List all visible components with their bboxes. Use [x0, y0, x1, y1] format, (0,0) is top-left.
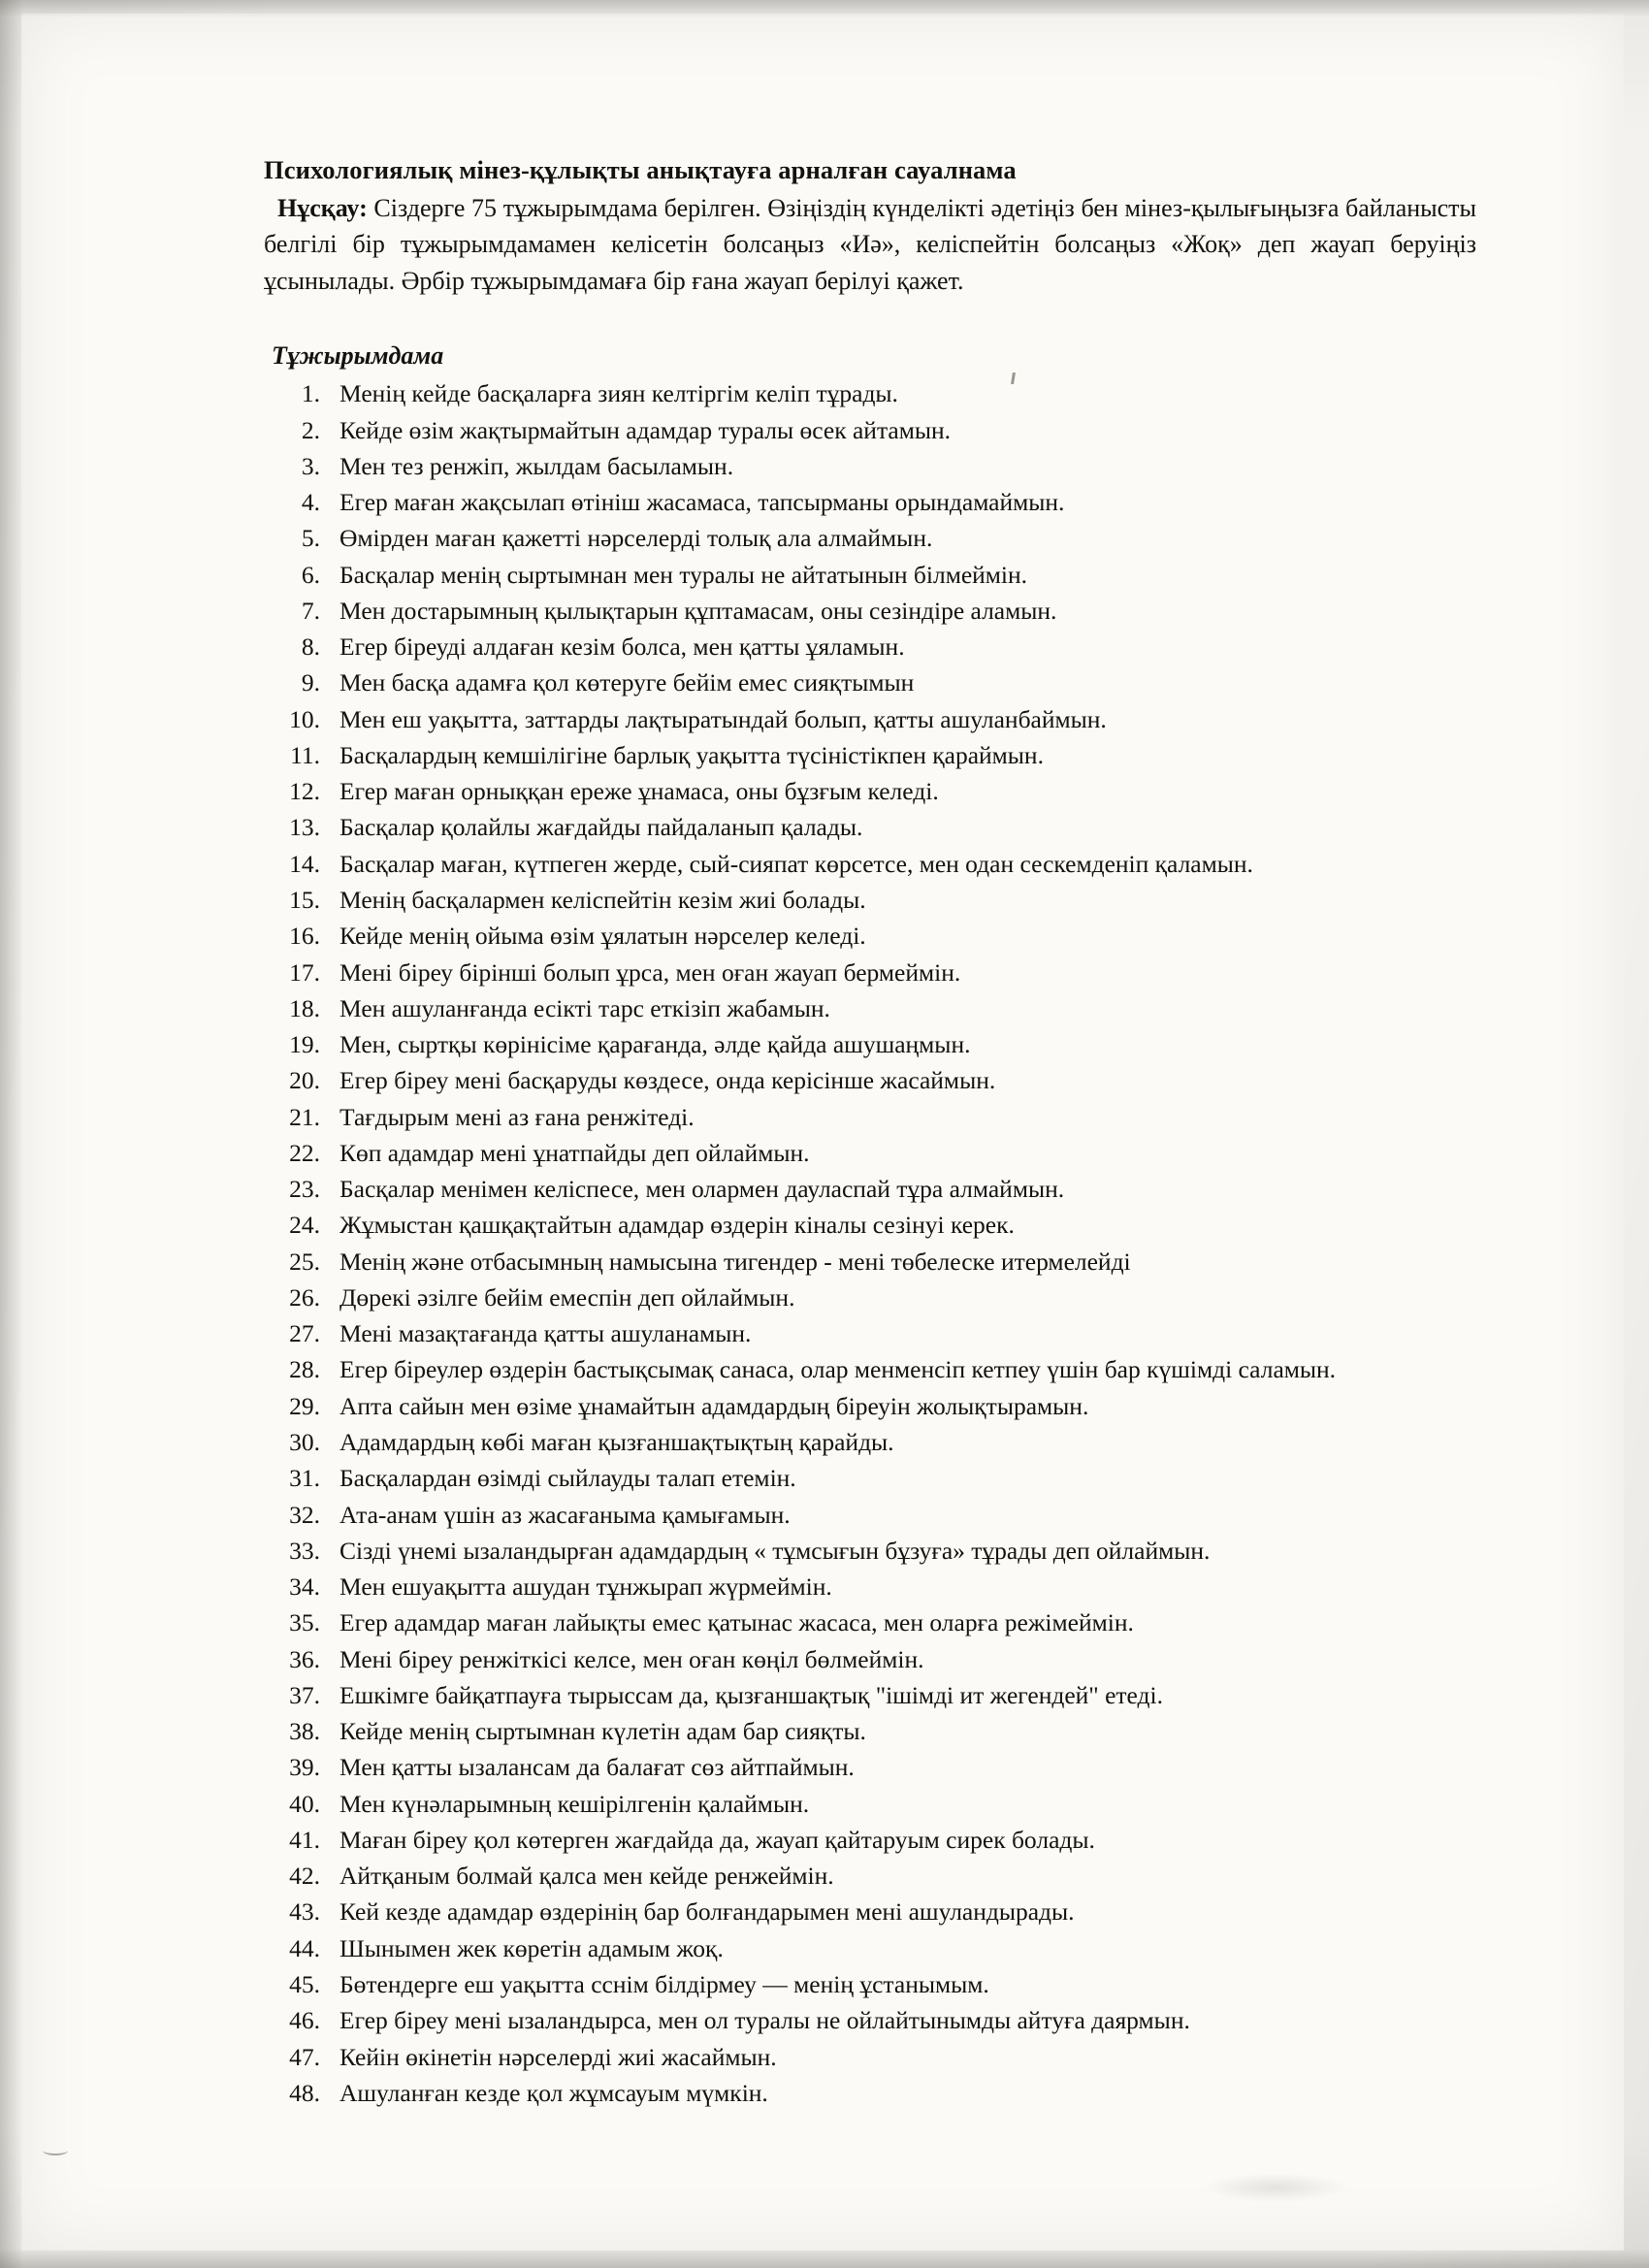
item-text: Менің басқалармен келіспейтін кезім жиі болады. [340, 886, 866, 914]
item-number: 36. [289, 1644, 320, 1673]
list-item [264, 1425, 1476, 1460]
item-text: Мені біреу ренжіткісі келсе, мен оған көңіл бөлмеймін. [340, 1644, 924, 1673]
item-number: 10. [289, 704, 320, 733]
list-item [264, 1714, 1476, 1749]
item-number: 34. [289, 1572, 320, 1602]
item-number: 35. [289, 1608, 320, 1637]
item-text: Мен қатты ызалансам да балағат сөз айтпаймын. [340, 1753, 855, 1782]
item-text: Жұмыстан қашқақтайтын адамдар өздерін кіналы сезінуі керек. [340, 1211, 1015, 1240]
list-item [264, 1208, 1476, 1243]
item-number: 22. [289, 1138, 320, 1167]
list-item [264, 1245, 1476, 1280]
item-number: 40. [289, 1789, 320, 1818]
list-item [264, 702, 1476, 737]
item-text: Дөрекі әзілге бейім емеспін деп ойлаймын. [340, 1282, 795, 1312]
item-text: Ашуланған кезде қол жұмсауым мүмкін. [340, 2078, 768, 2107]
item-text: Кейде менің ойыма өзім ұялатын нәрселер келеді. [340, 922, 866, 951]
item-text: Басқалар маған, күтпеген жерде, сый-сияпат көрсетсе, мен одан сескемденіп қаламын. [340, 849, 1253, 878]
item-number: 21. [289, 1102, 320, 1131]
item-number: 18. [289, 993, 320, 1022]
list-item [264, 1027, 1476, 1062]
list-item [264, 1895, 1476, 1929]
item-number: 38. [289, 1717, 320, 1746]
item-number: 41. [289, 1825, 320, 1854]
item-number: 5. [301, 524, 320, 553]
item-text: Егер біреу мені ызаландырса, мен ол туралы не ойлайтынымды айтуға даярмын. [340, 2006, 1190, 2035]
list-item [264, 2076, 1476, 2111]
item-text: Маған біреу қол көтерген жағдайда да, жауап қайтаруым сирек болады. [340, 1825, 1095, 1854]
item-number: 48. [289, 2078, 320, 2107]
item-number: 42. [289, 1862, 320, 1891]
statement-list [264, 376, 1476, 2111]
item-number: 4. [301, 488, 320, 517]
item-number: 28. [289, 1355, 320, 1384]
list-item [264, 883, 1476, 918]
item-number: 20. [289, 1066, 320, 1095]
list-item [264, 1605, 1476, 1640]
item-number: 8. [301, 632, 320, 662]
item-text: Кейде өзім жақтырмайтын адамдар туралы өсек айтамын. [340, 415, 952, 444]
list-item [264, 738, 1476, 773]
item-text: Сізді үнемі ызаландырған адамдардың « тұмсығын бұзуға» тұрады деп ойлаймын. [340, 1536, 1211, 1565]
item-text: Тағдырым мені аз ғана ренжітеді. [340, 1102, 695, 1131]
list-item [264, 1642, 1476, 1677]
item-text: Басқалар менің сыртымнан мен туралы не айтатынын білмеймін. [340, 560, 1028, 589]
instruction-label: Нұсқау: [277, 193, 368, 222]
list-item [264, 2040, 1476, 2075]
item-text: Бөтендерге еш уақытта сснім білдірмеу — менің ұстанымым. [340, 1969, 989, 1998]
item-text: Басқалардан өзімді сыйлауды талап етемін. [340, 1464, 796, 1493]
item-text: Мен, сыртқы көрінісіме қарағанда, әлде қайда ашушаңмын. [340, 1030, 971, 1059]
item-number: 39. [289, 1753, 320, 1782]
item-text: Басқалардың кемшілігіне барлық уақытта түсіністікпен қараймын. [340, 740, 1044, 769]
document-body [264, 153, 1476, 2112]
list-item [264, 485, 1476, 520]
list-item [264, 630, 1476, 664]
list-item [264, 1678, 1476, 1713]
list-item [264, 2003, 1476, 2038]
item-number: 17. [289, 957, 320, 987]
list-item [264, 1534, 1476, 1569]
list-item [264, 1352, 1476, 1387]
item-text: Егер біреуді алдаған кезім болса, мен қатты ұяламын. [340, 632, 905, 662]
list-item [264, 991, 1476, 1026]
item-text: Көп адамдар мені ұнатпайды деп ойлаймын. [340, 1138, 810, 1167]
list-item [264, 1967, 1476, 2002]
item-number: 37. [289, 1680, 320, 1709]
list-item [264, 774, 1476, 809]
item-text: Мені біреу бірінші болып ұрса, мен оған жауап бермеймін. [340, 957, 961, 987]
list-item [264, 594, 1476, 629]
item-number: 47. [289, 2042, 320, 2071]
item-text: Мені мазақтағанда қатты ашуланамын. [340, 1319, 752, 1348]
item-number: 3. [301, 451, 320, 480]
list-item [264, 1461, 1476, 1496]
item-text: Ата-анам үшін аз жасағаныма қамығамын. [340, 1500, 791, 1529]
item-number: 23. [289, 1175, 320, 1204]
item-number: 24. [289, 1211, 320, 1240]
scan-smudge [1203, 2173, 1348, 2202]
item-text: Өмірден маған қажетті нәрселерді толық ала алмаймын. [340, 524, 933, 553]
item-text: Мен ешуақытта ашудан тұнжырап жүрмеймін. [340, 1572, 832, 1602]
item-number: 44. [289, 1933, 320, 1962]
list-item [264, 1172, 1476, 1207]
list-item [264, 1823, 1476, 1858]
list-item [264, 1750, 1476, 1785]
list-item [264, 665, 1476, 700]
item-number: 32. [289, 1500, 320, 1529]
list-item [264, 1136, 1476, 1171]
instruction-text: Сіздерге 75 тұжырымдама берілген. Өзіңіздің күнделікті әдетіңіз бен мінез-қылығыңызға байланысты белгілі бір тұжырымдамамен келісетін болсаңыз «Иә», келіспейтін болсаңыз «Жоқ» деп жауап беруіңіз ұсынылады. Әрбір тұжырымдамаға бір ғана жауап берілуі қажет. [264, 193, 1476, 295]
list-item [264, 1570, 1476, 1604]
item-number: 6. [301, 560, 320, 589]
item-text: Шынымен жек көретін адамым жоқ. [340, 1933, 724, 1962]
item-text: Кей кезде адамдар өздерінің бар болғандарымен мені ашуландырады. [340, 1897, 1075, 1927]
item-number: 27. [289, 1319, 320, 1348]
list-item [264, 1389, 1476, 1424]
list-item [264, 1498, 1476, 1533]
item-text: Мен тез ренжіп, жылдам басыламын. [340, 451, 734, 480]
list-item [264, 847, 1476, 882]
list-item [264, 413, 1476, 448]
item-text: Егер маған жақсылап өтініш жасамаса, тапсырманы орындамаймын. [340, 488, 1065, 517]
list-item [264, 521, 1476, 556]
document-title: Психологиялық мінез-құлықты анықтауға арналған сауалнама [264, 155, 1017, 184]
list-item [264, 956, 1476, 990]
item-text: Кейін өкінетін нәрселерді жиі жасаймын. [340, 2042, 777, 2071]
item-number: 46. [289, 2006, 320, 2035]
item-text: Мен достарымның қылықтарын құптамасам, оны сезіндіре аламын. [340, 596, 1057, 625]
item-number: 29. [289, 1391, 320, 1420]
list-item [264, 558, 1476, 593]
item-number: 16. [289, 922, 320, 951]
item-number: 14. [289, 849, 320, 878]
item-number: 19. [289, 1030, 320, 1059]
item-text: Апта сайын мен өзіме ұнамайтын адамдардың біреуін жолықтырамын. [340, 1391, 1089, 1420]
item-text: Адамдардың көбі маған қызғаншақтықтың қарайды. [340, 1427, 894, 1456]
item-number: 13. [289, 813, 320, 842]
item-number: 25. [289, 1247, 320, 1276]
item-number: 9. [301, 668, 320, 697]
stray-margin-mark [43, 2146, 68, 2155]
item-text: Мен еш уақытта, заттарды лақтыратындай болып, қатты ашуланбаймын. [340, 704, 1107, 733]
list-item [264, 1280, 1476, 1315]
item-text: Мен басқа адамға қол көтеруге бейім емес сияқтымын [340, 668, 915, 697]
item-text: Менің және отбасымның намысына тигендер - мені төбелеске итермелейді [340, 1247, 1131, 1276]
item-number: 1. [301, 379, 320, 408]
item-number: 33. [289, 1536, 320, 1565]
page-edge-shadow-bottom [0, 2249, 1649, 2268]
item-number: 15. [289, 886, 320, 914]
item-number: 7. [301, 596, 320, 625]
list-item [264, 1316, 1476, 1351]
item-number: 43. [289, 1897, 320, 1927]
item-text: Мен күнәларымның кешірілгенін қалаймын. [340, 1789, 810, 1818]
list-item [264, 1063, 1476, 1098]
list-item [264, 1787, 1476, 1822]
page-edge-shadow-left [0, 0, 23, 2268]
item-text: Ешкімге байқатпауға тырыссам да, қызғаншақтық "ішімді ит жегендей" етеді. [340, 1680, 1163, 1709]
item-text: Басқалар қолайлы жағдайды пайдаланып қалады. [340, 813, 863, 842]
page-edge-shadow-top [0, 0, 1649, 17]
list-item [264, 1100, 1476, 1135]
item-text: Егер біреу мені басқаруды көздесе, онда керісінше жасаймын. [340, 1066, 996, 1095]
item-text: Айтқаным болмай қалса мен кейде ренжеймін. [340, 1862, 834, 1891]
item-number: 31. [289, 1464, 320, 1493]
item-text: Егер адамдар маған лайықты емес қатынас жасаса, мен оларға режімеймін. [340, 1608, 1134, 1637]
list-item [264, 919, 1476, 954]
list-item [264, 376, 1476, 411]
item-number: 30. [289, 1427, 320, 1456]
item-number: 2. [301, 415, 320, 444]
item-number: 26. [289, 1282, 320, 1312]
item-number: 45. [289, 1969, 320, 1998]
item-text: Егер біреулер өздерін бастықсымақ санаса, олар менменсіп кетпеу үшін бар күшімді саламын. [340, 1355, 1337, 1384]
item-number: 12. [289, 777, 320, 806]
list-item [264, 1859, 1476, 1894]
list-item [264, 810, 1476, 845]
item-text: Кейде менің сыртымнан күлетін адам бар сияқты. [340, 1717, 866, 1746]
list-item [264, 1931, 1476, 1966]
item-text: Басқалар менімен келіспесе, мен олармен дауласпай тұра алмаймын. [340, 1175, 1065, 1204]
list-item [264, 449, 1476, 484]
instruction-paragraph [264, 190, 1476, 299]
section-heading: Тұжырымдама [272, 341, 444, 371]
item-text: Егер маған орныққан ереже ұнамаса, оны бұзғым келеді. [340, 777, 939, 806]
item-number: 11. [290, 740, 320, 769]
item-text: Менің кейде басқаларға зиян келтіргім келіп тұрады. [340, 379, 898, 408]
item-text: Мен ашуланғанда есікті тарс еткізіп жабамын. [340, 993, 830, 1022]
